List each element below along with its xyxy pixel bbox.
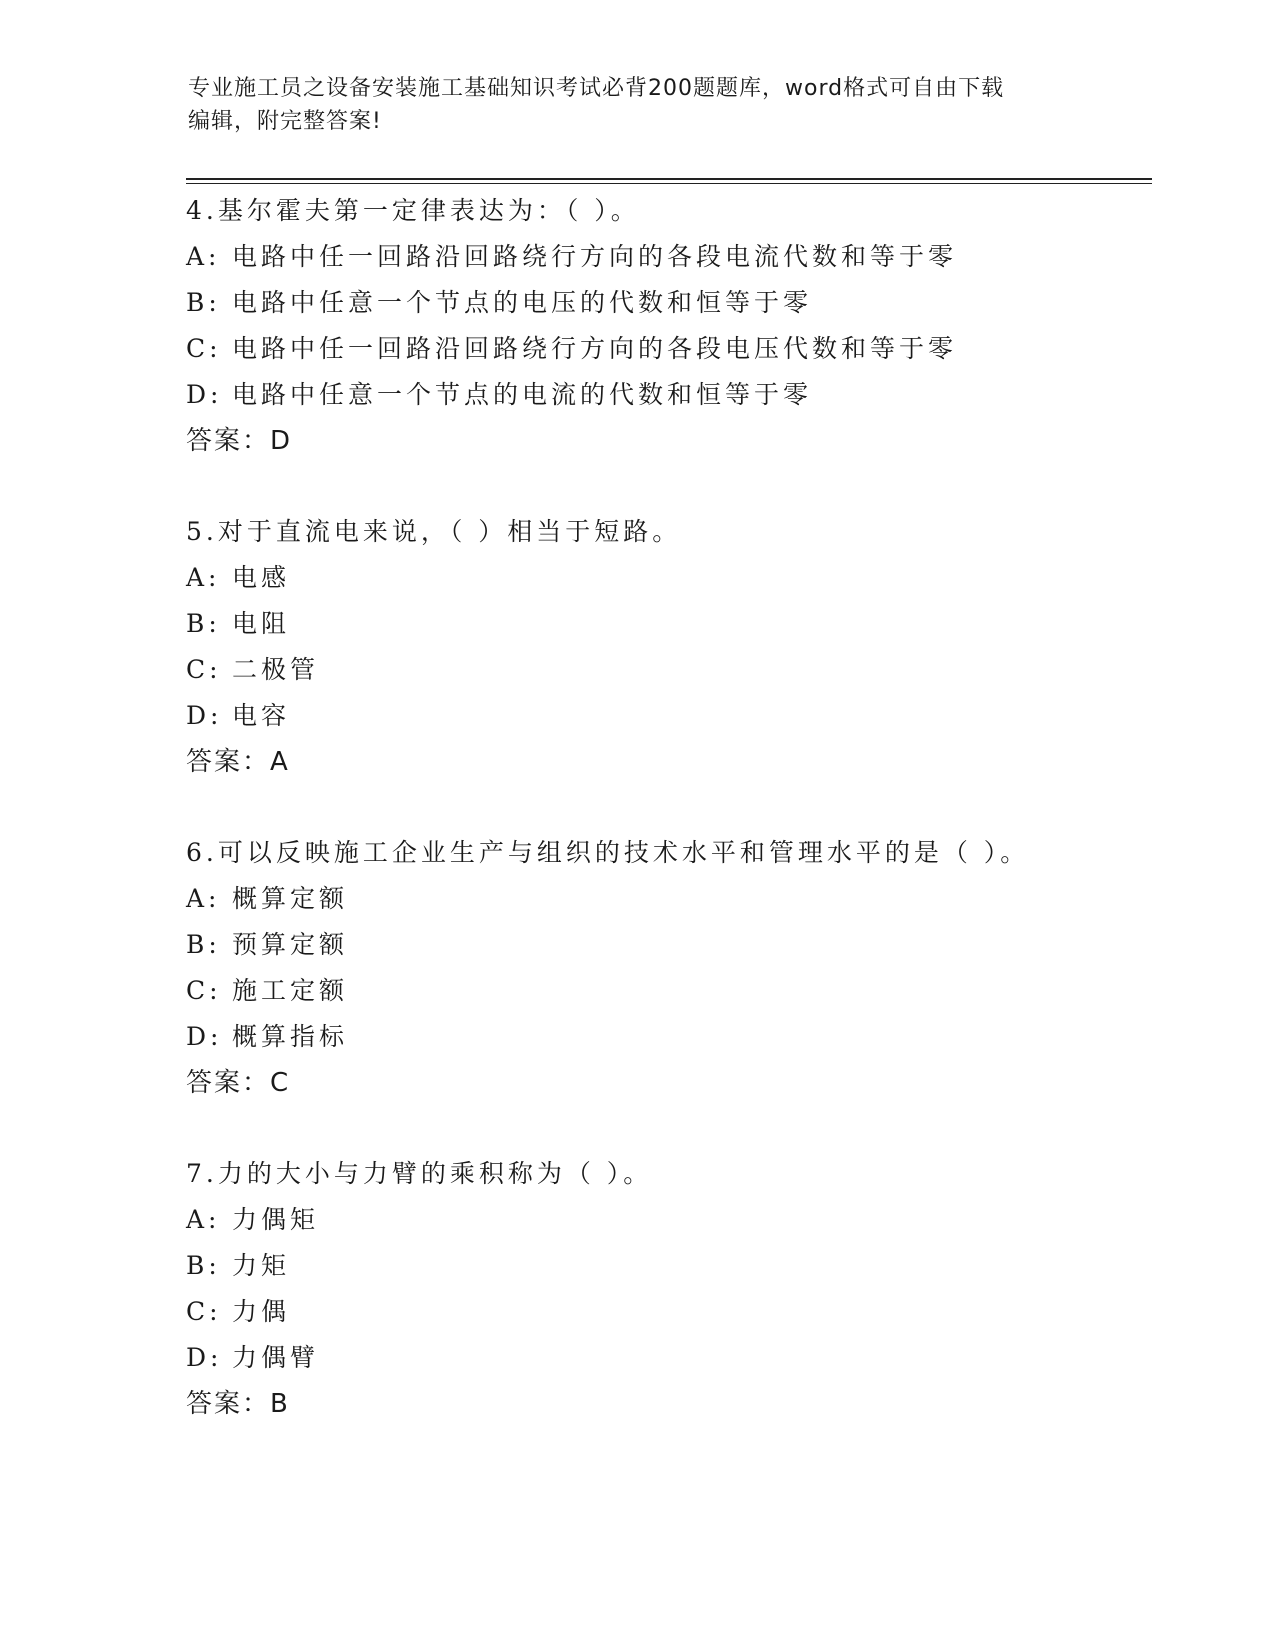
option-b bbox=[186, 601, 1146, 647]
option-key: B: bbox=[186, 288, 221, 317]
question-5 bbox=[186, 509, 1146, 785]
option-c bbox=[186, 1289, 1146, 1335]
option-text: 电容 bbox=[232, 701, 291, 730]
option-c bbox=[186, 968, 1146, 1014]
question-4 bbox=[186, 188, 1146, 464]
option-d bbox=[186, 1014, 1146, 1060]
option-d bbox=[186, 693, 1146, 739]
option-key: A: bbox=[186, 1205, 221, 1234]
question-stem: 6.可以反映施工企业生产与组织的技术水平和管理水平的是（ ）。 bbox=[186, 838, 1030, 867]
question-7 bbox=[186, 1151, 1146, 1427]
answer-line: 答案：D bbox=[186, 426, 293, 456]
option-text: 力偶矩 bbox=[232, 1205, 320, 1234]
answer-line: 答案：B bbox=[186, 1389, 290, 1419]
option-text: 电路中任意一个节点的电压的代数和恒等于零 bbox=[232, 288, 813, 317]
option-text: 电路中任一回路沿回路绕行方向的各段电流代数和等于零 bbox=[232, 242, 958, 271]
option-key: B: bbox=[186, 609, 221, 638]
document-title bbox=[188, 72, 1088, 138]
title-line-1: 专业施工员之设备安装施工基础知识考试必背200题题库，word格式可自由下载 bbox=[188, 76, 1005, 101]
option-a bbox=[186, 234, 1146, 280]
option-key: A: bbox=[186, 242, 221, 271]
option-text: 电阻 bbox=[232, 609, 291, 638]
option-b bbox=[186, 280, 1146, 326]
option-text: 施工定额 bbox=[232, 976, 349, 1005]
option-key: B: bbox=[186, 930, 221, 959]
title-line-2: 编辑，附完整答案! bbox=[188, 109, 382, 134]
option-key: D: bbox=[186, 1343, 223, 1372]
option-text: 概算定额 bbox=[232, 884, 349, 913]
header-divider bbox=[186, 178, 1152, 184]
option-d bbox=[186, 1335, 1146, 1381]
option-a bbox=[186, 876, 1146, 922]
option-key: B: bbox=[186, 1251, 221, 1280]
answer-line: 答案：C bbox=[186, 1068, 291, 1098]
answer-line: 答案：A bbox=[186, 747, 290, 777]
option-key: C: bbox=[186, 655, 222, 684]
option-text: 电感 bbox=[232, 563, 291, 592]
option-key: D: bbox=[186, 380, 223, 409]
option-key: D: bbox=[186, 1022, 223, 1051]
option-text: 力矩 bbox=[232, 1251, 291, 1280]
question-stem: 7.力的大小与力臂的乘积称为（ ）。 bbox=[186, 1159, 653, 1188]
question-6 bbox=[186, 830, 1146, 1106]
option-c bbox=[186, 326, 1146, 372]
option-key: D: bbox=[186, 701, 223, 730]
option-a bbox=[186, 1197, 1146, 1243]
option-text: 二极管 bbox=[232, 655, 320, 684]
option-key: A: bbox=[186, 563, 221, 592]
option-key: C: bbox=[186, 976, 222, 1005]
option-b bbox=[186, 1243, 1146, 1289]
option-text: 预算定额 bbox=[232, 930, 349, 959]
option-key: A: bbox=[186, 884, 221, 913]
option-text: 电路中任意一个节点的电流的代数和恒等于零 bbox=[232, 380, 813, 409]
option-a bbox=[186, 555, 1146, 601]
option-key: C: bbox=[186, 1297, 222, 1326]
option-d bbox=[186, 372, 1146, 418]
option-text: 力偶臂 bbox=[232, 1343, 320, 1372]
option-text: 概算指标 bbox=[232, 1022, 349, 1051]
option-text: 电路中任一回路沿回路绕行方向的各段电压代数和等于零 bbox=[232, 334, 958, 363]
question-stem: 4.基尔霍夫第一定律表达为：（ ）。 bbox=[186, 196, 640, 225]
option-b bbox=[186, 922, 1146, 968]
option-c bbox=[186, 647, 1146, 693]
option-text: 力偶 bbox=[232, 1297, 291, 1326]
question-stem: 5.对于直流电来说，（ ）相当于短路。 bbox=[186, 517, 682, 546]
question-list bbox=[186, 188, 1146, 1472]
option-key: C: bbox=[186, 334, 222, 363]
